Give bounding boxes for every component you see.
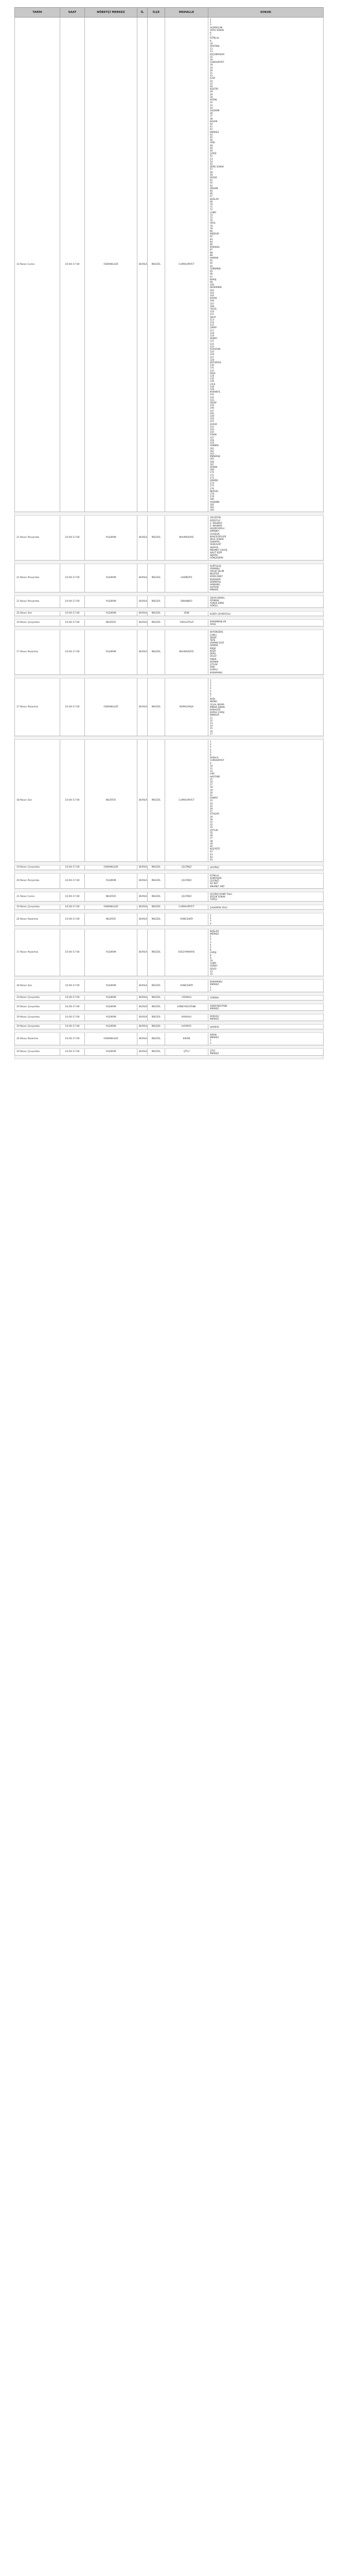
row-separator-cell bbox=[15, 592, 324, 596]
row-center: OSMANGAZİ bbox=[85, 866, 137, 870]
row-streets: İSTİKLAL KUMYAŞAR ÇELTİKÇİ ALİ BEY MEHMET AKİF bbox=[208, 873, 324, 888]
table-body bbox=[15, 18, 324, 1059]
row-separator-cell bbox=[15, 1011, 324, 1014]
row-separator-cell bbox=[15, 992, 324, 996]
row-streets: 1 2 3 4 5 6 7 KADI İNÖNÜ CELAL BAYAR MİMAR SİNAN KARAGÖZ KAPALI ÇARŞI MENSUR 11 12 13 14 15 16 17 bbox=[208, 678, 324, 736]
row-streets: HAYRİYE bbox=[208, 1025, 324, 1029]
row-province: BURSA bbox=[137, 1048, 148, 1055]
row-center: YILDIRIM bbox=[85, 1014, 137, 1021]
row-time: 10:00-17:00 bbox=[60, 1004, 85, 1010]
row-neighborhood: MAHMUDİYE bbox=[165, 516, 208, 560]
row-center: YILDIRIM bbox=[85, 873, 137, 888]
row-center: OSMANGAZİ bbox=[85, 678, 137, 736]
row-separator bbox=[15, 1056, 324, 1059]
row-district: İNEGÖL bbox=[148, 1025, 165, 1029]
row-district: İNEGÖL bbox=[148, 1048, 165, 1055]
table-row bbox=[15, 1048, 324, 1055]
table-row bbox=[15, 1014, 324, 1021]
row-streets: KARAMBAŞLAR ARGE bbox=[208, 620, 324, 626]
row-center: OSMANGAZİ bbox=[85, 905, 137, 910]
row-date: 19 Nisan Çarşamba bbox=[15, 996, 60, 1001]
row-separator bbox=[15, 888, 324, 892]
row-province: BURSA bbox=[137, 873, 148, 888]
row-time: 10:00-17:00 bbox=[60, 913, 85, 925]
table-row bbox=[15, 866, 324, 870]
row-center: YILDIRIM bbox=[85, 612, 137, 616]
table-row bbox=[15, 739, 324, 861]
row-separator-cell bbox=[15, 862, 324, 866]
row-streets: KUZEY ÇEVREYOLU bbox=[208, 612, 324, 616]
row-province: BURSA bbox=[137, 905, 148, 910]
row-province: BURSA bbox=[137, 913, 148, 925]
row-center: YILDIRIM bbox=[85, 1025, 137, 1029]
row-streets: KARAALİ MERKEZ bbox=[208, 1014, 324, 1021]
row-province: BURSA bbox=[137, 516, 148, 560]
row-separator bbox=[15, 1011, 324, 1014]
row-date: 19 Nisan Çarşamba bbox=[15, 1048, 60, 1055]
table-row bbox=[15, 980, 324, 992]
row-separator-cell bbox=[15, 976, 324, 980]
row-district: İNEGÖL bbox=[148, 1004, 165, 1010]
row-time: 10:00-17:00 bbox=[60, 1048, 85, 1055]
row-neighborhood: GÜNEYKESTANE bbox=[165, 1004, 208, 1010]
row-separator bbox=[15, 992, 324, 996]
row-separator bbox=[15, 1021, 324, 1025]
row-center: YILDIRIM bbox=[85, 1004, 137, 1010]
row-separator bbox=[15, 902, 324, 905]
row-time: 10:00-17:00 bbox=[60, 892, 85, 902]
table-row bbox=[15, 678, 324, 736]
header-time: SAAT bbox=[60, 8, 85, 18]
row-province: BURSA bbox=[137, 929, 148, 976]
row-streets: GÜNEYKESTANE MERKEZ bbox=[208, 1004, 324, 1010]
row-center: YILDIRIM bbox=[85, 516, 137, 560]
row-district: İNEGÖL bbox=[148, 596, 165, 608]
table-row bbox=[15, 630, 324, 674]
row-district: İNEGÖL bbox=[148, 913, 165, 925]
table-row bbox=[15, 516, 324, 560]
row-time: 10:00-17:00 bbox=[60, 996, 85, 1001]
row-neighborhood: ÇELTİKÇİ bbox=[165, 873, 208, 888]
header-center: NÖBETÇİ MERKEZ bbox=[85, 8, 137, 18]
row-neighborhood: YENİ bbox=[165, 612, 208, 616]
row-date: 24 Nisan Pazartesi bbox=[15, 913, 60, 925]
row-streets: GÜLİSTAN SÖĞÜTLÜ 1. MAHMUT 2. MAHMUT HASIRCIOĞLU EMİRBEY CEVİZLİK BAHÇELİEVLER OKUL SOKAK SAKARYA YESİLYURT AKASYA MEHMET ÇAVUŞ HALİT EDİP SERVİLİ GÖKÇEDERE bbox=[208, 516, 324, 560]
row-time: 10:00-17:00 bbox=[60, 612, 85, 616]
row-province: BURSA bbox=[137, 866, 148, 870]
row-separator bbox=[15, 976, 324, 980]
row-separator-cell bbox=[15, 512, 324, 516]
row-date: 21 Nisan Cuma bbox=[15, 892, 60, 902]
row-center: YILDIRIM bbox=[85, 596, 137, 608]
row-separator bbox=[15, 909, 324, 913]
row-separator-cell bbox=[15, 1029, 324, 1033]
row-province: BURSA bbox=[137, 1014, 148, 1021]
table-row bbox=[15, 1004, 324, 1010]
row-province: BURSA bbox=[137, 892, 148, 902]
row-date: 14 Nisan Cuma bbox=[15, 18, 60, 512]
row-neighborhood: YENİCEKÖY bbox=[165, 913, 208, 925]
row-district: İNEGÖL bbox=[148, 620, 165, 626]
row-separator-cell bbox=[15, 1000, 324, 1004]
table-row bbox=[15, 612, 324, 616]
row-streets: ÇELTİKÇİ KAMP YOLU KÜÇÜK SOKAK TOPÇU bbox=[208, 892, 324, 902]
row-streets: 1 2 3 4 bbox=[208, 913, 324, 925]
row-province: BURSA bbox=[137, 1004, 148, 1010]
row-separator-cell bbox=[15, 674, 324, 678]
row-center: YILDIRIM bbox=[85, 929, 137, 976]
row-separator bbox=[15, 512, 324, 516]
row-streets: KARAMANLI MERKEZ 1 2 bbox=[208, 980, 324, 992]
row-streets: BAĞLAR MERKEZ 1 2 3 4 5 6 ÇARŞI 8 9 10 CAMİİ GÜNEY SEVGİ 14 15 bbox=[208, 929, 324, 976]
row-neighborhood: KEMALPAŞA bbox=[165, 678, 208, 736]
row-date: 20 Nisan Perşembe bbox=[15, 873, 60, 888]
table-row bbox=[15, 929, 324, 976]
row-time: 10:00-17:00 bbox=[60, 620, 85, 626]
table-row bbox=[15, 905, 324, 910]
row-district: İNEGÖL bbox=[148, 612, 165, 616]
row-time: 10:00-17:00 bbox=[60, 564, 85, 592]
row-district: İNEGÖL bbox=[148, 739, 165, 861]
row-neighborhood: ÇELTİKÇİ bbox=[165, 892, 208, 902]
row-district: İNEGÖL bbox=[148, 1014, 165, 1021]
row-separator-cell bbox=[15, 608, 324, 612]
row-date: 25 Nisan Salı bbox=[15, 612, 60, 616]
row-date: 21 Nisan Perşembe bbox=[15, 596, 60, 608]
row-date: 24 Nisan Pazartesi bbox=[15, 1033, 60, 1045]
header-neighborhood: MAHALLE bbox=[165, 8, 208, 18]
row-center: YILDIRIM bbox=[85, 630, 137, 674]
row-district: İNEGÖL bbox=[148, 516, 165, 560]
row-district: İNEGÖL bbox=[148, 1033, 165, 1045]
row-date: 18 Nisan Salı bbox=[15, 980, 60, 992]
row-time: 10:00-17:00 bbox=[60, 980, 85, 992]
row-center: YILDIRIM bbox=[85, 996, 137, 1001]
table-row bbox=[15, 596, 324, 608]
header-province: İL bbox=[137, 8, 148, 18]
header-date: TARİH bbox=[15, 8, 60, 18]
header-district: İLÇE bbox=[148, 8, 165, 18]
row-district: İNEGÖL bbox=[148, 564, 165, 592]
row-time: 10:00-17:00 bbox=[60, 905, 85, 910]
row-district: İNEGÖL bbox=[148, 866, 165, 870]
row-separator bbox=[15, 1000, 324, 1004]
row-time: 10:00-17:00 bbox=[60, 630, 85, 674]
row-district: İNEGÖL bbox=[148, 996, 165, 1001]
row-separator bbox=[15, 560, 324, 564]
row-separator-cell bbox=[15, 902, 324, 905]
row-separator-cell bbox=[15, 1021, 324, 1025]
row-date: 17 Nisan Pazartesi bbox=[15, 630, 60, 674]
row-neighborhood: MAHMUDİYE bbox=[165, 630, 208, 674]
row-center: NİLÜFER bbox=[85, 892, 137, 902]
row-date: 19 Nisan Çarşamba bbox=[15, 1025, 60, 1029]
row-streets: 1 2 3 4 5 6 KARACA CUMHURİYET 9 10 11 12 LİSE HASTANE 15 16 17 18 19 20 21 SANAYİ 23 24 25 26 27 OTOGAR 29 30 31 32 33 ÇİFTLİK 35 36 37 38 39 40 KOÇYİĞİT 42 43 44 45 bbox=[208, 739, 324, 861]
row-neighborhood: CERRAH bbox=[165, 996, 208, 1001]
row-time: 10:00-17:00 bbox=[60, 1014, 85, 1021]
row-province: BURSA bbox=[137, 564, 148, 592]
row-separator bbox=[15, 626, 324, 630]
row-date: 19 Nisan Çarşamba bbox=[15, 866, 60, 870]
row-province: BURSA bbox=[137, 612, 148, 616]
row-time: 10:00-17:00 bbox=[60, 1033, 85, 1045]
row-neighborhood: SÜLEYMANİYE bbox=[165, 929, 208, 976]
table-row bbox=[15, 913, 324, 925]
row-date: 19 Nisan Çarşamba bbox=[15, 1004, 60, 1010]
row-center: OSMANGAZİ bbox=[85, 1033, 137, 1045]
row-separator-cell bbox=[15, 870, 324, 873]
row-province: BURSA bbox=[137, 596, 148, 608]
row-province: BURSA bbox=[137, 1025, 148, 1029]
row-province: BURSA bbox=[137, 620, 148, 626]
row-neighborhood: ÇELTİKÇİ bbox=[165, 866, 208, 870]
row-neighborhood: CUMHURİYET bbox=[165, 18, 208, 512]
row-neighborhood: HAMİDİYE bbox=[165, 564, 208, 592]
row-center: OSMANGAZİ bbox=[85, 18, 137, 512]
row-province: BURSA bbox=[137, 739, 148, 861]
row-center: YILDIRIM bbox=[85, 564, 137, 592]
row-district: İNEGÖL bbox=[148, 630, 165, 674]
row-neighborhood: HAYRİYE bbox=[165, 1025, 208, 1029]
row-streets: YAHYA KEMAL ATAMAN YUNUS EMRE GÖKSU bbox=[208, 596, 324, 608]
row-streets: BÜYÜKDERE ÇAMLI SEDEF TEPE OSMAN GAZİ ORKİDE MEŞE KOZA DERE OYLAT PINAR KAYNAK ÇITLAK ERİK ELMALI KARAMANLI bbox=[208, 630, 324, 674]
row-time: 10:00-17:00 bbox=[60, 516, 85, 560]
row-neighborhood: KARAALİ bbox=[165, 1014, 208, 1021]
table-row bbox=[15, 996, 324, 1001]
row-separator-cell bbox=[15, 616, 324, 620]
row-separator-cell bbox=[15, 1045, 324, 1048]
row-date: 17 Nisan Pazartesi bbox=[15, 929, 60, 976]
row-separator bbox=[15, 592, 324, 596]
table-row bbox=[15, 892, 324, 902]
row-province: BURSA bbox=[137, 18, 148, 512]
row-streets: CERRAH bbox=[208, 996, 324, 1001]
table-row bbox=[15, 1025, 324, 1029]
row-time: 10:00-17:00 bbox=[60, 929, 85, 976]
row-separator-cell bbox=[15, 925, 324, 929]
table-row bbox=[15, 1033, 324, 1045]
row-separator-cell bbox=[15, 560, 324, 564]
row-district: İNEGÖL bbox=[148, 873, 165, 888]
row-time: 10:00-17:00 bbox=[60, 596, 85, 608]
table-row bbox=[15, 564, 324, 592]
schedule-table-wrapper bbox=[14, 7, 323, 1059]
table-header-row bbox=[15, 8, 324, 18]
row-district: İNEGÖL bbox=[148, 678, 165, 736]
table-row bbox=[15, 873, 324, 888]
row-center: YILDIRIM bbox=[85, 1048, 137, 1055]
row-center: NİLÜFER bbox=[85, 913, 137, 925]
table-row bbox=[15, 620, 324, 626]
row-separator bbox=[15, 1029, 324, 1033]
row-time: 10:00-17:00 bbox=[60, 873, 85, 888]
row-date: 19 Nisan Çarşamba bbox=[15, 905, 60, 910]
row-separator-cell bbox=[15, 736, 324, 739]
row-district: İNEGÖL bbox=[148, 980, 165, 992]
row-date: 18 Nisan Salı bbox=[15, 739, 60, 861]
row-separator bbox=[15, 608, 324, 612]
row-time: 10:00-17:00 bbox=[60, 739, 85, 861]
row-streets: KURTULUŞ OSMANLI YAVUZ SELİM NİLÜFER KARACABEY MUDANYA DEMİRTAŞ HAMAMLI SAFRAN MİNARE bbox=[208, 564, 324, 592]
row-separator bbox=[15, 616, 324, 620]
row-separator bbox=[15, 736, 324, 739]
row-neighborhood: SİNANBEY bbox=[165, 596, 208, 608]
row-neighborhood: TURGUTALP bbox=[165, 620, 208, 626]
header-street: SOKAK bbox=[208, 8, 324, 18]
row-neighborhood: YENİCEKÖY bbox=[165, 980, 208, 992]
row-streets: ÇALKIRPIK YOLU bbox=[208, 905, 324, 910]
row-separator bbox=[15, 925, 324, 929]
row-province: BURSA bbox=[137, 996, 148, 1001]
table-row bbox=[15, 18, 324, 512]
row-separator-cell bbox=[15, 626, 324, 630]
row-separator bbox=[15, 674, 324, 678]
row-province: BURSA bbox=[137, 678, 148, 736]
row-neighborhood: ÇİTLİ bbox=[165, 1048, 208, 1055]
row-separator-cell bbox=[15, 1056, 324, 1059]
row-district: İNEGÖL bbox=[148, 929, 165, 976]
outage-schedule-table bbox=[14, 7, 324, 1059]
row-streets: 1 2 3 ALPARSLAN FATİH SOKAK 6 7 İSTİKLAL 9 10 ATATÜRK 12 13 KÜÇÜKPAZAR 15 16 CUMHURİYET 18 19 20 21 22 GAZİ 24 25 26 KÜLTÜR 28 29 30 VATAN 32 33 34 YILDIRIM 36 37 38 BAHAR 40 41 42 MERKEZ 44 45 46 YENİ 48 49 50 ÇARŞI 52 53 54 55 DERE SOKAK 57 58 59 PAZAR 61 62 63 ORHAN 65 66 67 BAĞLAR 69 70 71 72 CAMİİ 74 75 76 OKUL 78 79 80 MEŞELİK 82 83 84 85 KARAKOL 87 88 89 HAMAM 91 92 93 TÜRKMEN 95 96 97 BARIŞ 99 100 DEĞİRMEN 102 103 104 KAVAK 106 107 108 YÜCEL 110 111 SELVİ 113 114 115 ÇINAR 117 118 119 AKINCI 121 122 123 İSTASYON 125 126 127 128 ERTUĞRUL 130 131 132 PAŞA 134 135 136 LALE 138 139 KARANFİL 141 142 143 SEDEF 145 146 147 GÜL 149 150 151 ZAFER 153 154 155 FİDAN 157 158 159 SÜMBÜL 161 162 163 MENEKŞE 165 166 167 SÜSEN 169 170 171 172 ORKİDE 174 175 176 NERGİS 178 179 180 YASEMİN 182 183 184 bbox=[208, 18, 324, 512]
row-date: 21 Nisan Perşembe bbox=[15, 564, 60, 592]
row-time: 10:00-17:00 bbox=[60, 866, 85, 870]
row-date: 21 Nisan Perşembe bbox=[15, 516, 60, 560]
row-province: BURSA bbox=[137, 980, 148, 992]
row-date: 19 Nisan Çarşamba bbox=[15, 1014, 60, 1021]
row-separator-cell bbox=[15, 888, 324, 892]
row-separator bbox=[15, 862, 324, 866]
row-province: BURSA bbox=[137, 630, 148, 674]
row-district: İNEGÖL bbox=[148, 18, 165, 512]
row-province: BURSA bbox=[137, 1033, 148, 1045]
row-neighborhood: CUMHURİYET bbox=[165, 739, 208, 861]
row-streets: ÇELTİKÇİ bbox=[208, 866, 324, 870]
row-time: 10:00-17:00 bbox=[60, 18, 85, 512]
row-time: 10:00-17:00 bbox=[60, 678, 85, 736]
row-neighborhood: KIRAN bbox=[165, 1033, 208, 1045]
row-time: 10:00-17:00 bbox=[60, 1025, 85, 1029]
row-streets: ÇİTLİ MERKEZ bbox=[208, 1048, 324, 1055]
row-neighborhood: CUMHURİYET bbox=[165, 905, 208, 910]
row-center: YILDIRIM bbox=[85, 980, 137, 992]
row-district: İNEGÖL bbox=[148, 905, 165, 910]
row-date: 19 Nisan Çarşamba bbox=[15, 620, 60, 626]
row-center: NİLÜFER bbox=[85, 620, 137, 626]
row-separator bbox=[15, 870, 324, 873]
row-center: NİLÜFER bbox=[85, 739, 137, 861]
row-streets: KIRAN MERKEZ 1 2 bbox=[208, 1033, 324, 1045]
row-district: İNEGÖL bbox=[148, 892, 165, 902]
row-separator bbox=[15, 1045, 324, 1048]
row-date: 17 Nisan Pazartesi bbox=[15, 678, 60, 736]
row-separator-cell bbox=[15, 909, 324, 913]
